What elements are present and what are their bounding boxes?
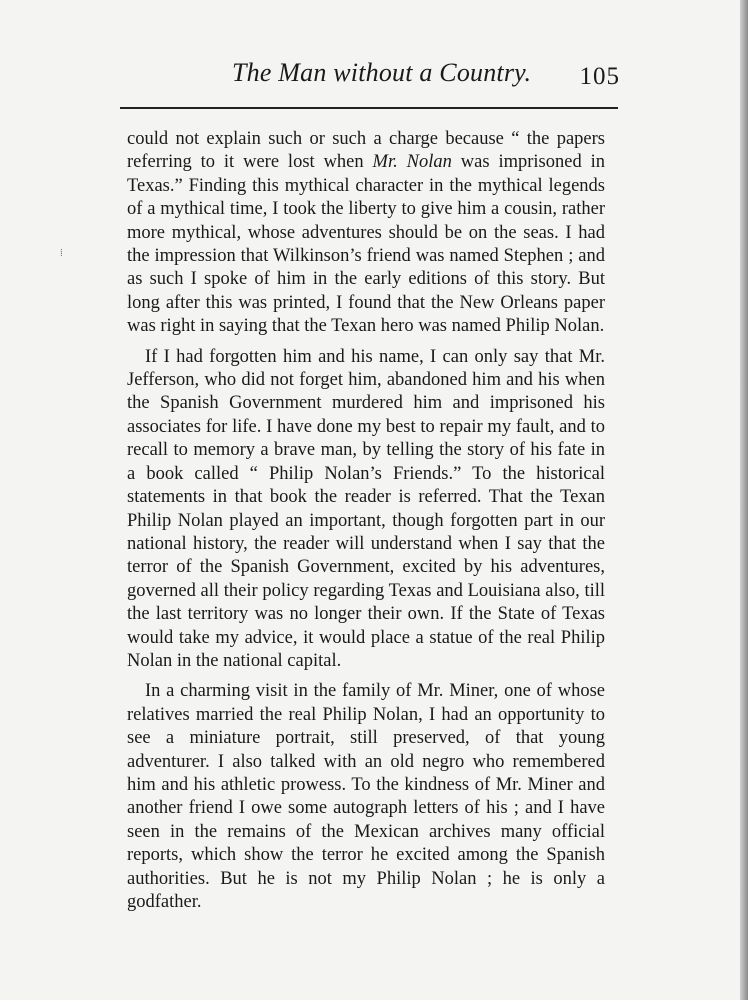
page-number: 105 bbox=[579, 63, 620, 90]
margin-mark-icon: ⁞ bbox=[60, 248, 63, 259]
paragraph-3-segment-1: In a charming visit in the family of Mr. Miner, one of whose relatives married the real Philip Nolan, I had an opportunity to see a miniature portrait, still preserved, of that young adventurer. I also talked with an old negro who remembered him and his athletic prowess. To the kindness of Mr. Miner and another friend I owe some autograph letters of his ; and I have seen in the remains of the Mexican archives many official reports, which show the terror he excited among the Spanish authorities. But he is not my Philip Nolan ; he is only a godfather. bbox=[127, 681, 605, 912]
page-header bbox=[120, 58, 620, 104]
header-rule bbox=[120, 107, 618, 109]
running-title: The Man without a Country. bbox=[232, 58, 532, 87]
page-edge bbox=[740, 0, 748, 1000]
body-text bbox=[127, 128, 605, 921]
paragraph-1-segment-2: Mr. Nolan bbox=[372, 152, 452, 173]
paragraph-2-segment-1: If I had forgotten him and his name, I can only say that Mr. Jefferson, who did not forget him, abandoned him and his when the Spanish Government murdered him and imprisoned his associates for life. I have done my best to repair my fault, and to recall to memory a brave man, by telling the story of his fate in a book called “ Philip Nolan’s Friends.” To the historical statements in that book the reader is referred. That the Texan Philip Nolan played an important, though forgotten part in our national history, the reader will understand when I say that the terror of the Spanish Government, excited by his adventures, governed all their policy regarding Texas and Louisiana also, till the last territory was no longer their own. If the State of Texas would take my advice, it would place a statue of the real Philip Nolan in the national capital. bbox=[127, 346, 605, 671]
paragraph-1-segment-3: was imprisoned in Texas.” Finding this mythical character in the mythical legends of a mythical time, I took the liberty to give him a cousin, rather more mythical, whose adventures should be on the seas. I had the impression that Wilkinson’s friend was named Stephen ; and as such I spoke of him in the early editions of this story. But long after this was printed, I found that the New Orleans paper was right in saying that the Texan hero was named Philip Nolan. bbox=[127, 152, 605, 337]
paragraph-2 bbox=[127, 346, 605, 674]
paragraph-3 bbox=[127, 680, 605, 914]
paragraph-1-segment-1: could not explain such or such a charge because “ the papers referring to it were lost when bbox=[127, 129, 605, 173]
paragraph-1 bbox=[127, 128, 605, 339]
